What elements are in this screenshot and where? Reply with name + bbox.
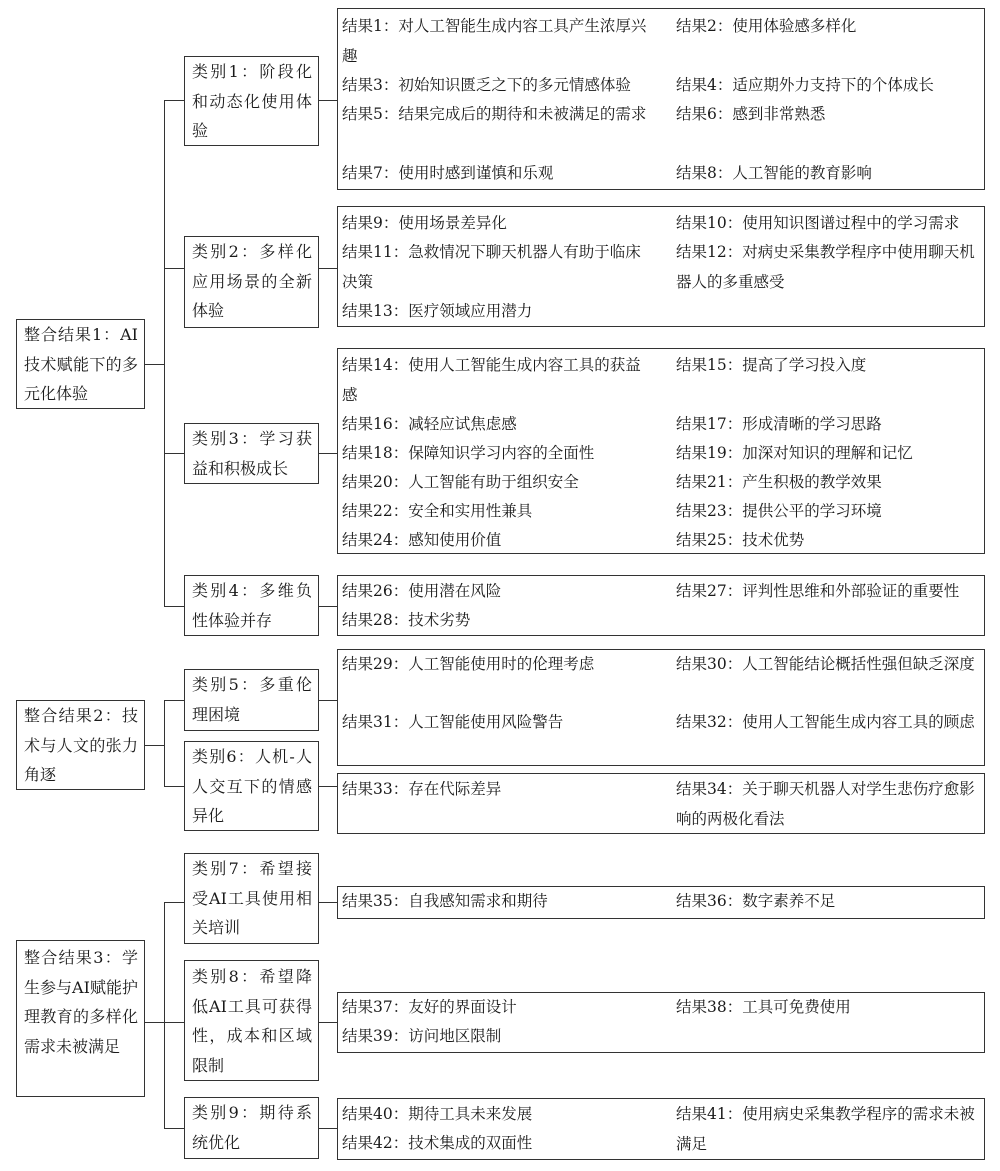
result-item: 结果35：自我感知需求和期待 xyxy=(342,892,548,910)
connector-line xyxy=(318,453,338,454)
result-box xyxy=(337,773,985,834)
result-item: 结果21：产生积极的教学效果 xyxy=(676,473,882,491)
connector-line xyxy=(144,745,165,746)
result-item: 结果14：使用人工智能生成内容工具的获益感 xyxy=(342,356,641,404)
connector-line xyxy=(164,268,184,269)
result-item: 结果38：工具可免费使用 xyxy=(676,998,851,1016)
result-item: 结果37：友好的界面设计 xyxy=(342,998,517,1016)
integrated-result-box xyxy=(16,319,145,409)
connector-line xyxy=(164,700,184,701)
result-item: 结果7：使用时感到谨慎和乐观 xyxy=(342,164,554,182)
result-item: 结果17：形成清晰的学习思路 xyxy=(676,415,882,433)
category-label: 类别5：多重伦理困境 xyxy=(192,675,312,724)
result-item: 结果1：对人工智能生成内容工具产生浓厚兴趣 xyxy=(342,17,647,65)
category-box xyxy=(184,423,319,484)
connector-line xyxy=(164,902,184,903)
result-item: 结果36：数字素养不足 xyxy=(676,892,836,910)
category-label: 类别2：多样化应用场景的全新体验 xyxy=(192,242,312,320)
connector-line xyxy=(318,1128,338,1129)
connector-line xyxy=(318,1022,338,1023)
category-box xyxy=(184,1097,319,1159)
category-box xyxy=(184,960,319,1081)
result-item: 结果26：使用潜在风险 xyxy=(342,582,502,600)
category-label: 类别1：阶段化和动态化使用体验 xyxy=(192,62,312,140)
category-label: 类别6：人机-人人交互下的情感异化 xyxy=(192,747,312,825)
result-box xyxy=(337,8,985,190)
result-item: 结果4：适应期外力支持下的个体成长 xyxy=(676,76,934,94)
connector-line xyxy=(164,100,184,101)
result-item: 结果12：对病史采集教学程序中使用聊天机器人的多重感受 xyxy=(676,243,975,291)
result-item: 结果42：技术集成的双面性 xyxy=(342,1134,533,1152)
category-box xyxy=(184,236,319,328)
result-item: 结果9：使用场景差异化 xyxy=(342,214,507,232)
result-item: 结果31：人工智能使用风险警告 xyxy=(342,713,564,731)
connector-line xyxy=(164,786,184,787)
connector-line xyxy=(318,268,338,269)
result-item: 结果32：使用人工智能生成内容工具的顾虑 xyxy=(676,713,975,731)
result-box xyxy=(337,206,985,327)
category-box xyxy=(184,575,319,636)
result-box xyxy=(337,886,985,919)
result-item: 结果3：初始知识匮乏之下的多元情感体验 xyxy=(342,76,631,94)
result-box xyxy=(337,1098,985,1160)
result-box xyxy=(337,649,985,766)
connector-line xyxy=(164,902,165,1128)
category-label: 类别9：期待系统优化 xyxy=(192,1103,312,1152)
connector-line xyxy=(318,786,338,787)
result-item: 结果16：减轻应试焦虑感 xyxy=(342,415,517,433)
connector-line xyxy=(164,100,165,606)
result-item: 结果15：提高了学习投入度 xyxy=(676,356,867,374)
category-label: 类别3：学习获益和积极成长 xyxy=(192,429,312,478)
category-label: 类别8：希望降低AI工具可获得性，成本和区域限制 xyxy=(192,967,312,1075)
connector-line xyxy=(318,100,338,101)
category-box xyxy=(184,853,319,944)
connector-line xyxy=(144,1022,165,1023)
result-box xyxy=(337,348,985,554)
result-item: 结果39：访问地区限制 xyxy=(342,1027,502,1045)
result-item: 结果18：保障知识学习内容的全面性 xyxy=(342,444,595,462)
integrated-result-label: 整合结果2：技术与人文的张力角逐 xyxy=(24,706,138,784)
connector-line xyxy=(318,606,338,607)
result-item: 结果27：评判性思维和外部验证的重要性 xyxy=(676,582,960,600)
result-item: 结果40：期待工具未来发展 xyxy=(342,1105,533,1123)
integrated-result-label: 整合结果1：AI技术赋能下的多元化体验 xyxy=(24,325,138,403)
result-item: 结果24：感知使用价值 xyxy=(342,531,502,549)
result-item: 结果19：加深对知识的理解和记忆 xyxy=(676,444,913,462)
connector-line xyxy=(164,1128,184,1129)
category-label: 类别4：多维负性体验并存 xyxy=(192,581,312,630)
result-item: 结果20：人工智能有助于组织安全 xyxy=(342,473,579,491)
result-item: 结果6：感到非常熟悉 xyxy=(676,105,826,123)
result-item: 结果5：结果完成后的期待和未被满足的需求 xyxy=(342,105,647,123)
result-item: 结果28：技术劣势 xyxy=(342,611,471,629)
connector-line xyxy=(164,700,165,786)
result-item: 结果22：安全和实用性兼具 xyxy=(342,502,533,520)
result-item: 结果10：使用知识图谱过程中的学习需求 xyxy=(676,214,960,232)
connector-line xyxy=(318,902,338,903)
category-box xyxy=(184,56,319,146)
result-item: 结果34：关于聊天机器人对学生悲伤疗愈影响的两极化看法 xyxy=(676,780,975,828)
category-box xyxy=(184,669,319,731)
category-label: 类别7：希望接受AI工具使用相关培训 xyxy=(192,859,312,937)
result-box xyxy=(337,575,985,636)
integrated-result-box xyxy=(16,940,145,1097)
result-item: 结果11：急救情况下聊天机器人有助于临床决策 xyxy=(342,243,641,291)
connector-line xyxy=(318,700,338,701)
result-item: 结果33：存在代际差异 xyxy=(342,780,502,798)
category-box xyxy=(184,741,319,831)
result-box xyxy=(337,992,985,1053)
result-item: 结果13：医疗领域应用潜力 xyxy=(342,302,533,320)
result-item: 结果25：技术优势 xyxy=(676,531,805,549)
connector-line xyxy=(164,1022,184,1023)
result-item: 结果30：人工智能结论概括性强但缺乏深度 xyxy=(676,655,975,673)
integrated-result-box xyxy=(16,700,145,790)
connector-line xyxy=(144,364,165,365)
connector-line xyxy=(164,606,184,607)
result-item: 结果2：使用体验感多样化 xyxy=(676,17,857,35)
result-item: 结果8：人工智能的教育影响 xyxy=(676,164,872,182)
result-item: 结果23：提供公平的学习环境 xyxy=(676,502,882,520)
connector-line xyxy=(164,453,184,454)
integrated-result-label: 整合结果3：学生参与AI赋能护理教育的多样化需求未被满足 xyxy=(24,948,138,1056)
result-item: 结果41：使用病史采集教学程序的需求未被满足 xyxy=(676,1105,975,1153)
result-item: 结果29：人工智能使用时的伦理考虑 xyxy=(342,655,595,673)
